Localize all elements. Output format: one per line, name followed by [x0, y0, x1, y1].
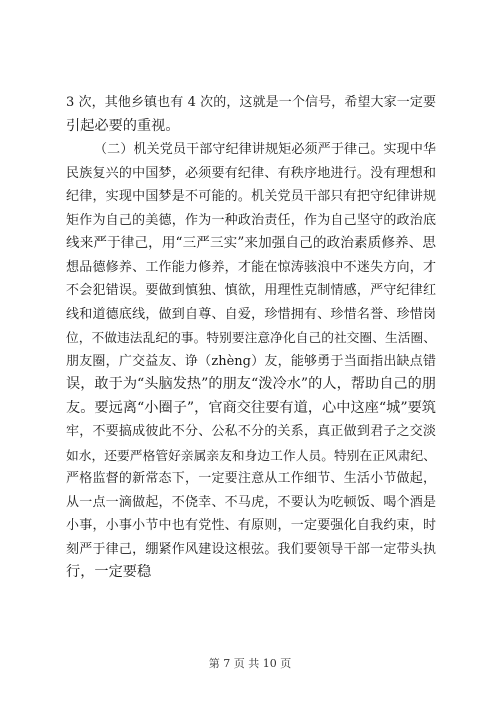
- text-line: 线和道德底线，做到自尊、自爱，珍惜拥有、珍惜名誉、珍惜岗: [66, 306, 436, 322]
- text-line: 行，一定要稳: [66, 564, 152, 580]
- text-line: 刻严于律己，绷紧作风建设这根弦。我们要领导干部一定带头执: [66, 541, 436, 557]
- text-line: 3 次，其他乡镇也有 4 次的，这就是一个信号，希望大家一定要: [66, 95, 436, 110]
- text-line: 纪律，实现中国梦是不可能的。机关党员干部只有把守纪律讲规: [66, 189, 436, 204]
- text-line: 线来严于律己，用“三严三实”来加强自己的政治素质修养、思: [66, 235, 436, 251]
- text-line: （二）机关党员干部守纪律讲规矩必须严于律己。实现中华: [94, 142, 436, 157]
- text-line: 矩作为自己的美德，作为一种政治责任，作为自己坚守的政治底: [66, 212, 436, 228]
- text-line: 小事，小事小节中也有党性、有原则，一定要强化自我约束，时: [66, 518, 436, 533]
- text-line: 位，不做违法乱纪的事。特别要注意净化自己的社交圈、生活圈、: [66, 330, 436, 345]
- text-line: 朋友圈，广交益友、诤（zhèng）友，能够勇于当面指出缺点错: [66, 353, 436, 369]
- text-line: 误，敢于为“头脑发热”的朋友“泼冷水”的人，帮助自己的朋: [66, 376, 436, 392]
- text-line: 牢，不要搞成彼此不分、公私不分的关系，真正做到君子之交淡: [66, 424, 436, 439]
- page-number-footer: 第 7 页 共 10 页: [208, 657, 292, 670]
- text-line: 引起必要的重视。: [66, 117, 180, 134]
- text-line: 严格监督的新常态下，一定要注意从工作细节、生活小节做起，: [66, 471, 436, 486]
- text-line: 友。要远离“小圈子”，官商交往要有道，心中这座“城”要筑: [66, 399, 436, 416]
- body-text: [66, 91, 436, 585]
- text-line: 想品德修养、工作能力修养，才能在惊涛骇浪中不迷失方向，才: [66, 259, 436, 275]
- text-line: 不会犯错误。要做到慎独、慎欲，用理性克制情感，严守纪律红: [66, 283, 436, 298]
- text-line: 如水，还要严格管好亲属亲友和身边工作人员。特别在正风肃纪、: [66, 447, 436, 463]
- text-line: 从一点一滴做起，不侥幸、不马虎，不要认为吃顿饭、喝个酒是: [66, 494, 436, 510]
- text-line: 民族复兴的中国梦，必须要有纪律、有秩序地进行。没有理想和: [66, 165, 436, 181]
